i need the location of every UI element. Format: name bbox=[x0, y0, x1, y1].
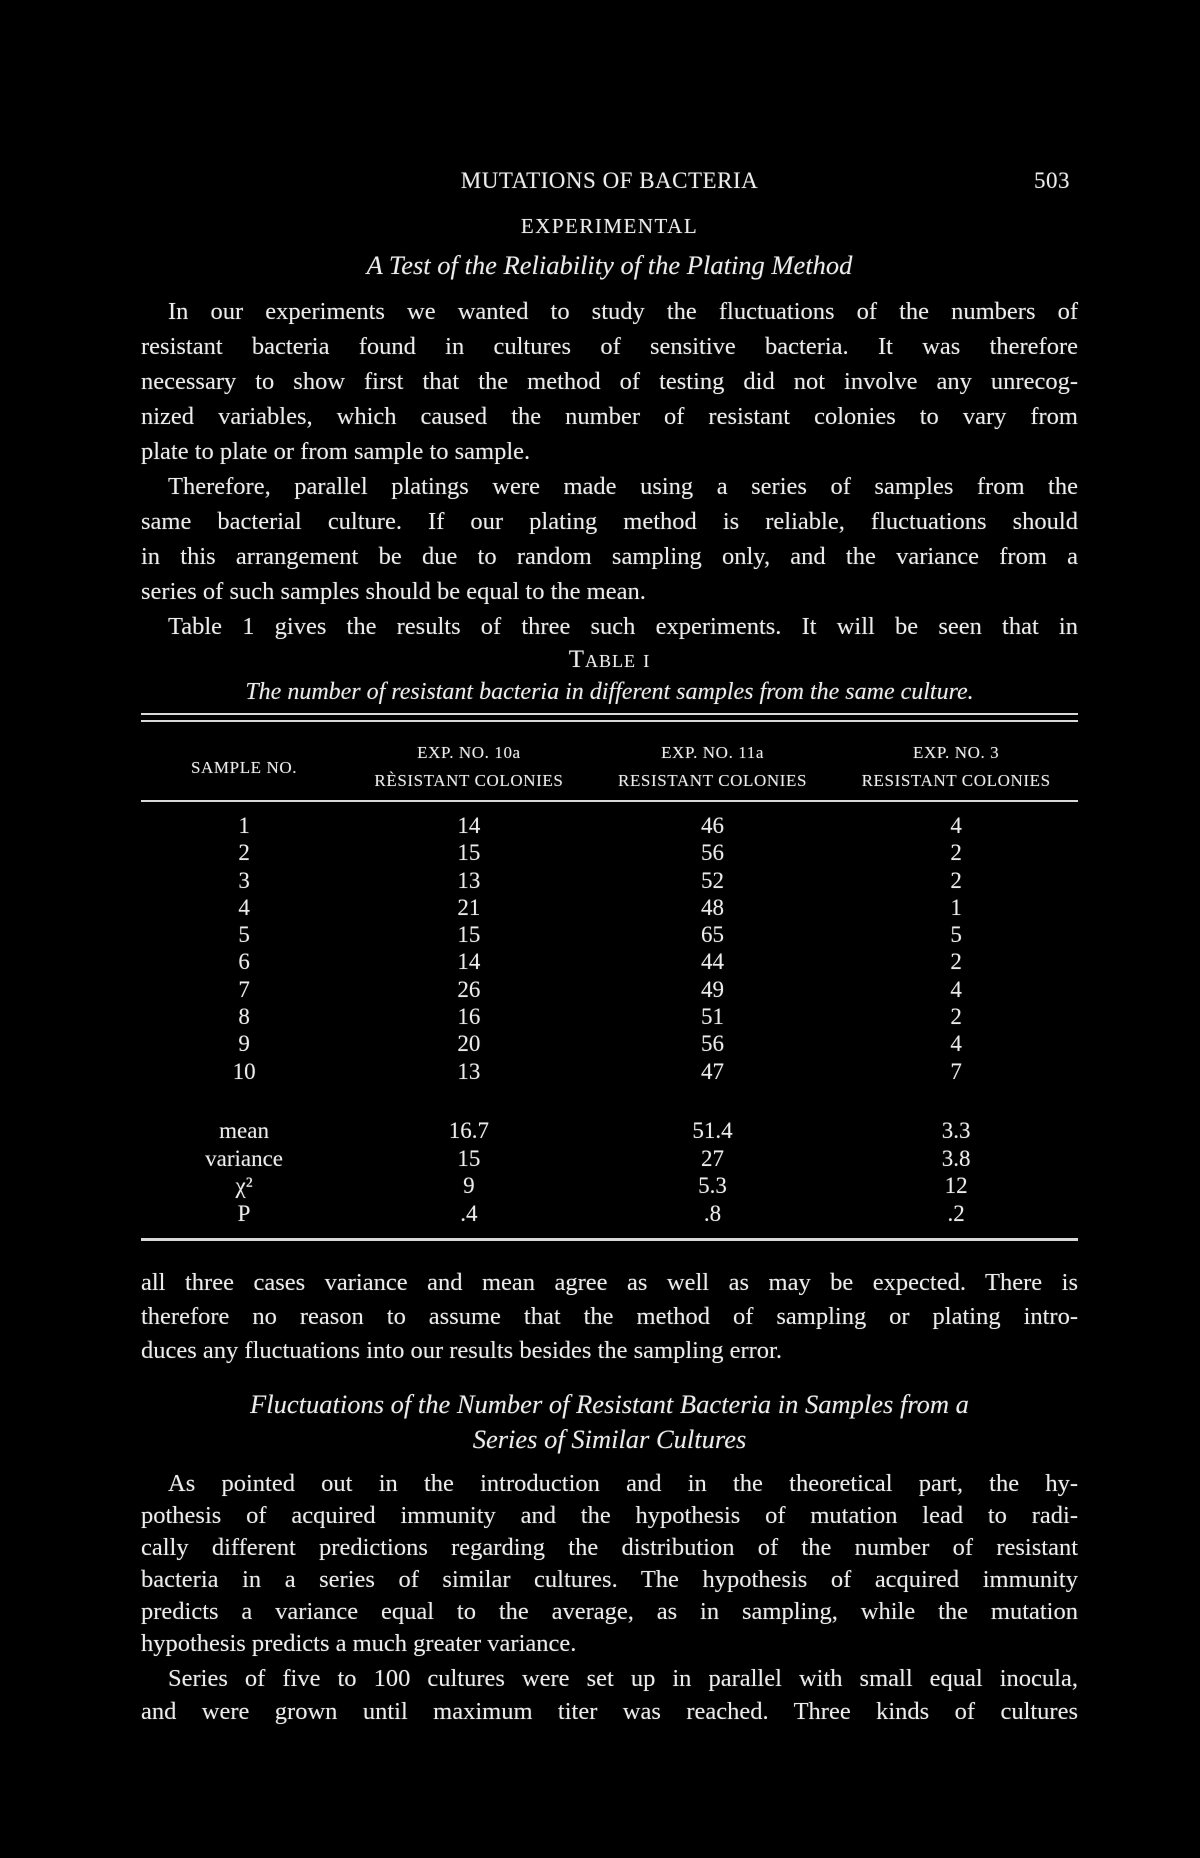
column-header-exp-11a bbox=[591, 739, 835, 797]
subsection-title: A Test of the Reliability of the Plating Method bbox=[366, 250, 853, 280]
stat-label: mean bbox=[219, 1118, 269, 1143]
table-cell: 51 bbox=[701, 1004, 725, 1030]
exp-number-label: EXP. NO. 10a bbox=[417, 743, 521, 762]
column-header-exp-3 bbox=[834, 739, 1078, 797]
table-cell: 2 bbox=[950, 867, 962, 893]
table-cell: 2 bbox=[950, 840, 962, 866]
stat-value: 15 bbox=[457, 1145, 481, 1171]
table-cell: 47 bbox=[701, 1058, 725, 1084]
table-cell: 7 bbox=[950, 1058, 962, 1084]
table-cell: 20 bbox=[457, 1031, 481, 1057]
paragraph-after-table bbox=[141, 1266, 1078, 1368]
table-cell: 13 bbox=[457, 1058, 481, 1084]
resistant-colonies-label: RÈSISTANT COLONIES bbox=[374, 771, 564, 790]
column-header-sample: SAMPLE NO. bbox=[191, 758, 298, 777]
body-line: same bacterial culture. If our plating method is reliable, fluctuations should bbox=[141, 508, 1078, 535]
running-head bbox=[141, 168, 1078, 194]
stat-value: 12 bbox=[944, 1173, 968, 1199]
table-body bbox=[141, 812, 1078, 1085]
stat-value: 3.3 bbox=[941, 1118, 971, 1143]
paragraph-series bbox=[141, 1662, 1078, 1728]
table-cell: 5 bbox=[950, 922, 962, 948]
table-cell: 26 bbox=[457, 976, 481, 1002]
sample-no: 9 bbox=[238, 1031, 250, 1057]
table-statistics bbox=[141, 1117, 1078, 1227]
sample-no: 6 bbox=[238, 949, 250, 975]
subheading-line: Fluctuations of the Number of Resistant Bacteria in Samples from a bbox=[250, 1389, 969, 1419]
table-cell: 48 bbox=[701, 894, 725, 920]
table-header-rule bbox=[141, 800, 1078, 802]
body-line: Series of five to 100 cultures were set up in parallel with small equal inocula, bbox=[168, 1665, 1078, 1692]
table-cell: 4 bbox=[950, 976, 962, 1002]
table-cell: 15 bbox=[457, 922, 481, 948]
stat-label: P bbox=[237, 1200, 251, 1226]
table-cell: 56 bbox=[701, 1031, 725, 1057]
resistant-colonies-label: RESISTANT COLONIES bbox=[618, 771, 808, 790]
table-cell: 2 bbox=[950, 949, 962, 975]
paragraphs-before-table bbox=[141, 294, 1078, 644]
exp-number-label: EXP. NO. 3 bbox=[913, 743, 1000, 762]
table-cell: 52 bbox=[701, 867, 725, 893]
body-line: plate to plate or from sample to sample. bbox=[141, 438, 531, 465]
stat-value: 27 bbox=[701, 1145, 725, 1171]
body-line: cally different predictions regarding the distribution of the number of resistant bbox=[141, 1534, 1078, 1561]
section-heading: EXPERIMENTAL bbox=[520, 214, 699, 238]
table-caption: The number of resistant bacteria in different samples from the same culture. bbox=[245, 679, 974, 705]
table-cell: 14 bbox=[457, 813, 481, 838]
body-line: and were grown until maximum titer was reached. Three kinds of cultures bbox=[141, 1698, 1078, 1725]
page-number: 503 bbox=[1034, 168, 1070, 193]
stat-value: 16.7 bbox=[448, 1118, 490, 1143]
table-cell: 56 bbox=[701, 840, 725, 866]
subsection-title-fluctuations bbox=[141, 1387, 1078, 1457]
body-line: duces any fluctuations into our results besides the sampling error. bbox=[141, 1337, 782, 1364]
stat-label: variance bbox=[205, 1145, 283, 1171]
sample-no: 4 bbox=[238, 894, 250, 920]
paragraph-hypothesis bbox=[141, 1468, 1078, 1660]
table-cell: 4 bbox=[950, 1031, 962, 1057]
table-cell: 49 bbox=[701, 976, 725, 1002]
table-cell: 14 bbox=[457, 949, 481, 975]
stat-value: .8 bbox=[703, 1200, 722, 1226]
table-title: Table i bbox=[568, 646, 651, 673]
table-bottom-rule bbox=[141, 1238, 1078, 1241]
body-line: As pointed out in the introduction and in the theoretical part, the hy- bbox=[168, 1470, 1078, 1497]
sample-no: 7 bbox=[238, 976, 250, 1002]
body-line: nized variables, which caused the number of resistant colonies to vary from bbox=[141, 403, 1078, 430]
table-cell: 46 bbox=[701, 813, 725, 838]
table-header-row bbox=[141, 739, 1078, 797]
body-line: Table 1 gives the results of three such experiments. It will be seen that in bbox=[168, 613, 1078, 640]
exp-number-label: EXP. NO. 11a bbox=[661, 743, 764, 762]
table-top-double-rule bbox=[141, 713, 1078, 722]
resistant-colonies-label: RESISTANT COLONIES bbox=[861, 771, 1051, 790]
sample-no: 8 bbox=[238, 1004, 250, 1030]
table-cell: 16 bbox=[457, 1004, 481, 1030]
text-column bbox=[141, 0, 1078, 1858]
subheading-line: Series of Similar Cultures bbox=[472, 1424, 747, 1454]
sample-no: 5 bbox=[238, 922, 250, 948]
table-cell: 21 bbox=[457, 894, 481, 920]
body-line: In our experiments we wanted to study the fluctuations of the numbers of bbox=[168, 298, 1078, 325]
sample-no: 10 bbox=[232, 1058, 256, 1084]
table-cell: 1 bbox=[950, 894, 962, 920]
sample-no: 3 bbox=[238, 867, 250, 893]
body-line: hypothesis predicts a much greater variance. bbox=[141, 1630, 577, 1657]
column-header-exp-10a bbox=[347, 739, 591, 797]
sample-no: 1 bbox=[238, 813, 250, 838]
table-cell: 65 bbox=[701, 922, 725, 948]
body-line: predicts a variance equal to the average, as in sampling, while the mutation bbox=[141, 1598, 1078, 1625]
running-title: MUTATIONS OF BACTERIA bbox=[460, 168, 759, 193]
table-cell: 44 bbox=[701, 949, 725, 975]
table-cell: 15 bbox=[457, 840, 481, 866]
sample-no: 2 bbox=[238, 840, 250, 866]
stat-value: 9 bbox=[463, 1173, 475, 1199]
stat-label-chi-squared: χ² bbox=[235, 1173, 253, 1199]
body-line: therefore no reason to assume that the method of sampling or plating intro- bbox=[141, 1303, 1078, 1330]
stat-value: .2 bbox=[947, 1200, 965, 1226]
body-line: in this arrangement be due to random sampling only, and the variance from a bbox=[141, 543, 1078, 570]
stat-value: 3.8 bbox=[941, 1145, 971, 1171]
body-line: necessary to show first that the method of testing did not involve any unrecog- bbox=[141, 368, 1078, 395]
stat-value: 51.4 bbox=[692, 1118, 733, 1143]
body-line: resistant bacteria found in cultures of sensitive bacteria. It was therefore bbox=[141, 333, 1078, 360]
body-line: bacteria in a series of similar cultures. The hypothesis of acquired immunity bbox=[141, 1566, 1078, 1593]
table-cell: 4 bbox=[950, 813, 962, 838]
stat-value: .4 bbox=[460, 1200, 478, 1226]
body-line: series of such samples should be equal to the mean. bbox=[141, 578, 646, 605]
stat-value: 5.3 bbox=[698, 1173, 727, 1199]
table-cell: 13 bbox=[457, 867, 481, 893]
table-cell: 2 bbox=[950, 1004, 962, 1030]
body-line: all three cases variance and mean agree as well as may be expected. There is bbox=[141, 1269, 1078, 1296]
body-line: pothesis of acquired immunity and the hypothesis of mutation lead to radi- bbox=[141, 1502, 1078, 1529]
body-line: Therefore, parallel platings were made using a series of samples from the bbox=[168, 473, 1078, 500]
